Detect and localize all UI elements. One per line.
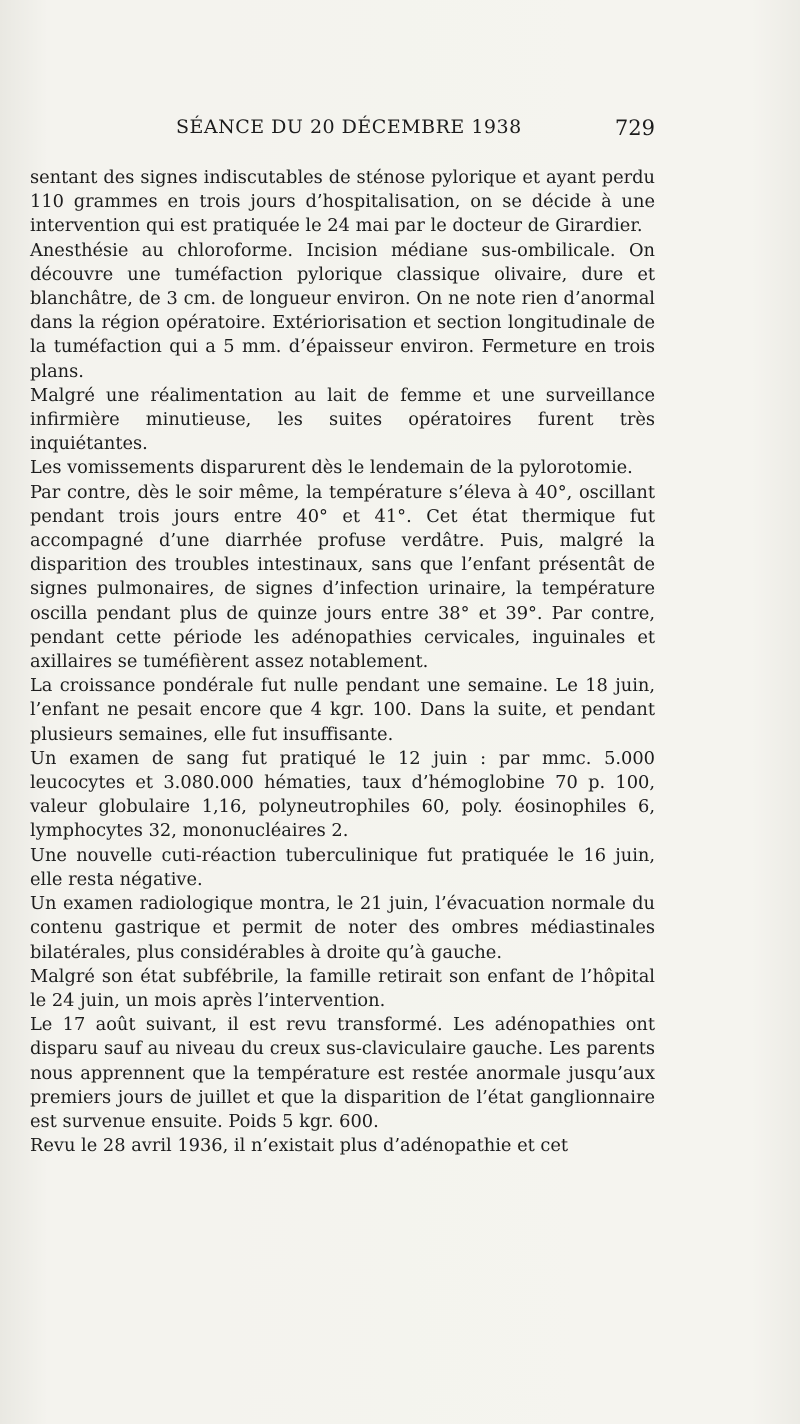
paragraph-5: Par contre, dès le soir même, la température s’éleva à 40°, oscillant pendant trois jours entre 40° et 41°. Cet état thermique fut accompagné d’une diarrhée profuse verdâtre. Puis, malgré la disparition des troubles intestinaux, sans que l’enfant présentât de signes pulmonaires, de signes d’infection urinaire, la température oscilla pendant plus de quinze jours entre 38° et 39°. Par contre, pendant cette période les adénopathies cervicales, inguinales et axillaires se tuméfièrent assez notablement. <box>30 481 655 673</box>
body-text <box>30 166 655 1158</box>
paragraph-6: La croissance pondérale fut nulle pendant une semaine. Le 18 juin, l’enfant ne pesait encore que 4 kgr. 100. Dans la suite, et pendant plusieurs semaines, elle fut insuffisante. <box>30 675 655 745</box>
page-header <box>30 112 655 142</box>
paragraph-4: Les vomissements disparurent dès le lendemain de la pylorotomie. <box>30 457 633 479</box>
paragraph-11: Le 17 août suivant, il est revu transformé. Les adénopathies ont disparu sauf au niveau du creux sus-claviculaire gauche. Les parents nous apprennent que la température est restée anormale jusqu’aux premiers jours de juillet et que la disparition de l’état ganglionnaire est survenue ensuite. Poids 5 kgr. 600. <box>30 1014 655 1132</box>
paragraph-3: Malgré une réalimentation au lait de femme et une surveillance infirmière minutieuse, les suites opératoires furent très inquiétantes. <box>30 384 655 455</box>
paragraph-12: Revu le 28 avril 1936, il n’existait plus d’adénopathie et cet <box>30 1135 569 1157</box>
paragraph-10: Malgré son état subfébrile, la famille retirait son enfant de l’hôpital le 24 juin, un mois après l’intervention. <box>30 965 655 1011</box>
paragraph-7: Un examen de sang fut pratiqué le 12 juin : par mmc. 5.000 leucocytes et 3.080.000 hématies, taux d’hémoglobine 70 p. 100, valeur globulaire 1,16, polyneutrophiles 60, poly. éosinophiles 6, lymphocytes 32, mononucléaires 2. <box>30 747 655 842</box>
paragraph-9: Un examen radiologique montra, le 21 juin, l’évacuation normale du contenu gastrique et permit de noter des ombres médiastinales bilatérales, plus considérables à droite qu’à gauche. <box>30 893 655 963</box>
paragraph-8: Une nouvelle cuti-réaction tuberculinique fut pratiquée le 16 juin, elle resta négative. <box>30 844 655 890</box>
paragraph-1: sentant des signes indiscutables de sténose pylorique et ayant perdu 110 grammes en trois jours d’hospitalisation, on se décide à une intervention qui est pratiquée le 24 mai par le docteur de Girardier. <box>30 167 655 237</box>
running-title: SÉANCE DU 20 DÉCEMBRE 1938 <box>176 116 522 138</box>
paragraph-2: Anesthésie au chloroforme. Incision médiane sus-ombilicale. On découvre une tuméfaction pylorique classique olivaire, dure et blanchâtre, de 3 cm. de longueur environ. On ne note rien d’anormal dans la région opératoire. Extériorisation et section longitudinale de la tuméfaction qui a 5 mm. d’épaisseur environ. Fermeture en trois plans. <box>30 239 655 382</box>
page-number: 729 <box>614 116 655 140</box>
